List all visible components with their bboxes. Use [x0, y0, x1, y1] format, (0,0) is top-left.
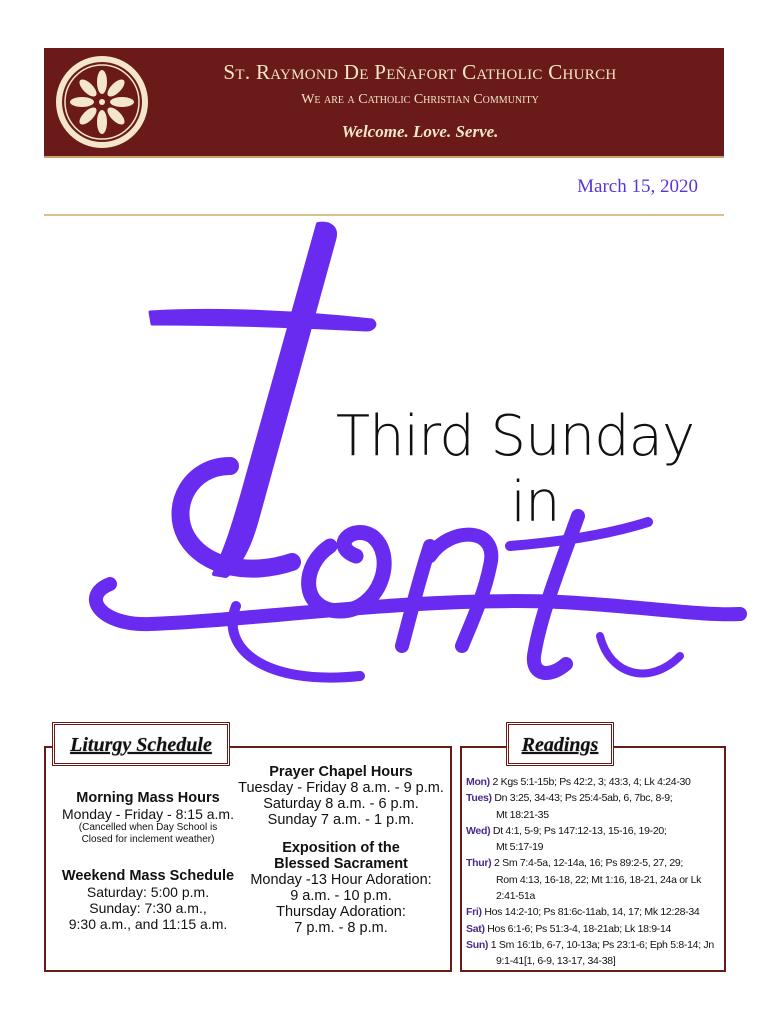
exposition-monday: Monday -13 Hour Adoration: [250, 872, 432, 888]
reading-day: Wed) [466, 824, 491, 837]
church-logo [48, 48, 156, 156]
reading-day: Mon) [466, 776, 490, 788]
weekend-mass-heading: Weekend Mass Schedule [61, 868, 235, 884]
morning-mass-note-2: Closed for inclement weather) [81, 834, 215, 845]
reading-item [466, 921, 722, 937]
chapel-hours-sunday: Sunday 7 a.m. - 1 p.m. [267, 812, 415, 828]
reading-day: Sun) [466, 938, 489, 951]
reading-item [466, 904, 722, 920]
reading-text: 1 Sm 16:1b, 6-7, 10-13a; Ps 23:1-6; Eph 5:8-14; Jn [490, 938, 714, 951]
exposition-heading-2: Blessed Sacrament [274, 856, 408, 872]
chapel-hours-weekday: Tuesday - Friday 8 a.m. - 9 p.m. [238, 780, 444, 796]
reading-day: Thur) [466, 857, 492, 870]
title-line-1: Third Sunday [335, 404, 695, 469]
reading-continuation: 9:1-41[1, 6-9, 13-17, 34-38] [496, 955, 616, 968]
church-name: St. Raymond De Peñafort Catholic Church [223, 60, 617, 84]
reading-continuation: Rom 4:13, 16-18, 22; Mt 1:16, 18-21, 24a or Lk 2:41-51a [496, 873, 702, 903]
morning-mass-note-1: (Cancelled when Day School is [78, 822, 218, 833]
weekend-mass-sunday: Sunday: 7:30 a.m., [89, 900, 207, 916]
reading-text: Dt 4:1, 5-9; Ps 147:12-13, 15-16, 19-20; [492, 824, 667, 837]
reading-text: 2 Kgs 5:1-15b; Ps 42:2, 3; 43:3, 4; Lk 4:24-30 [492, 776, 691, 788]
reading-text: Dn 3:25, 34-43; Ps 25:4-5ab, 6, 7bc, 8-9; [494, 792, 673, 805]
community-tagline: We are a Catholic Christian Community [301, 92, 539, 107]
readings-title: Readings [521, 734, 599, 756]
exposition-heading-1: Exposition of the [282, 840, 400, 856]
bulletin-date: March 15, 2020 [577, 176, 698, 197]
morning-mass-heading: Morning Mass Hours [76, 790, 220, 806]
reading-day: Fri) [466, 906, 482, 919]
title-line-2: in [510, 470, 560, 535]
mass-schedule-column [48, 790, 248, 932]
reading-continuation: Mt 5:17-19 [496, 841, 544, 854]
reading-text: Hos 14:2-10; Ps 81:6c-11ab, 14, 17; Mk 12:28-34 [484, 906, 700, 919]
motto: Welcome. Love. Serve. [341, 122, 499, 141]
exposition-monday-hours: 9 a.m. - 10 p.m. [290, 888, 392, 904]
reading-day: Sat) [466, 922, 485, 935]
page-title [320, 404, 710, 536]
weekend-mass-saturday: Saturday: 5:00 p.m. [86, 884, 210, 900]
morning-mass-time: Monday - Friday - 8:15 a.m. [62, 806, 234, 822]
exposition-thursday: Thursday Adoration: [276, 904, 406, 920]
reading-item [466, 774, 722, 790]
reading-item [466, 790, 722, 823]
readings-list [466, 774, 722, 970]
reading-item [466, 855, 722, 904]
chapel-hours-heading: Prayer Chapel Hours [269, 764, 413, 780]
banner-divider [44, 156, 724, 158]
reading-day: Tues) [466, 792, 492, 805]
reading-item [466, 823, 722, 856]
exposition-thursday-hours: 7 p.m. - 8 p.m. [294, 920, 388, 936]
reading-item [466, 937, 722, 970]
reading-text: Hos 6:1-6; Ps 51:3-4, 18-21ab; Lk 18:9-14 [487, 922, 672, 935]
readings-tab [506, 722, 614, 766]
reading-text: 2 Sm 7:4-5a, 12-14a, 16; Ps 89:2-5, 27, 29; [493, 857, 684, 870]
weekend-mass-sunday-more: 9:30 a.m., and 11:15 a.m. [68, 916, 228, 932]
liturgy-schedule-tab [52, 722, 230, 766]
chapel-schedule-column [236, 764, 446, 936]
chapel-hours-saturday: Saturday 8 a.m. - 6 p.m. [263, 796, 419, 812]
liturgy-schedule-title: Liturgy Schedule [70, 734, 212, 756]
reading-continuation: Mt 18:21-35 [496, 808, 549, 821]
